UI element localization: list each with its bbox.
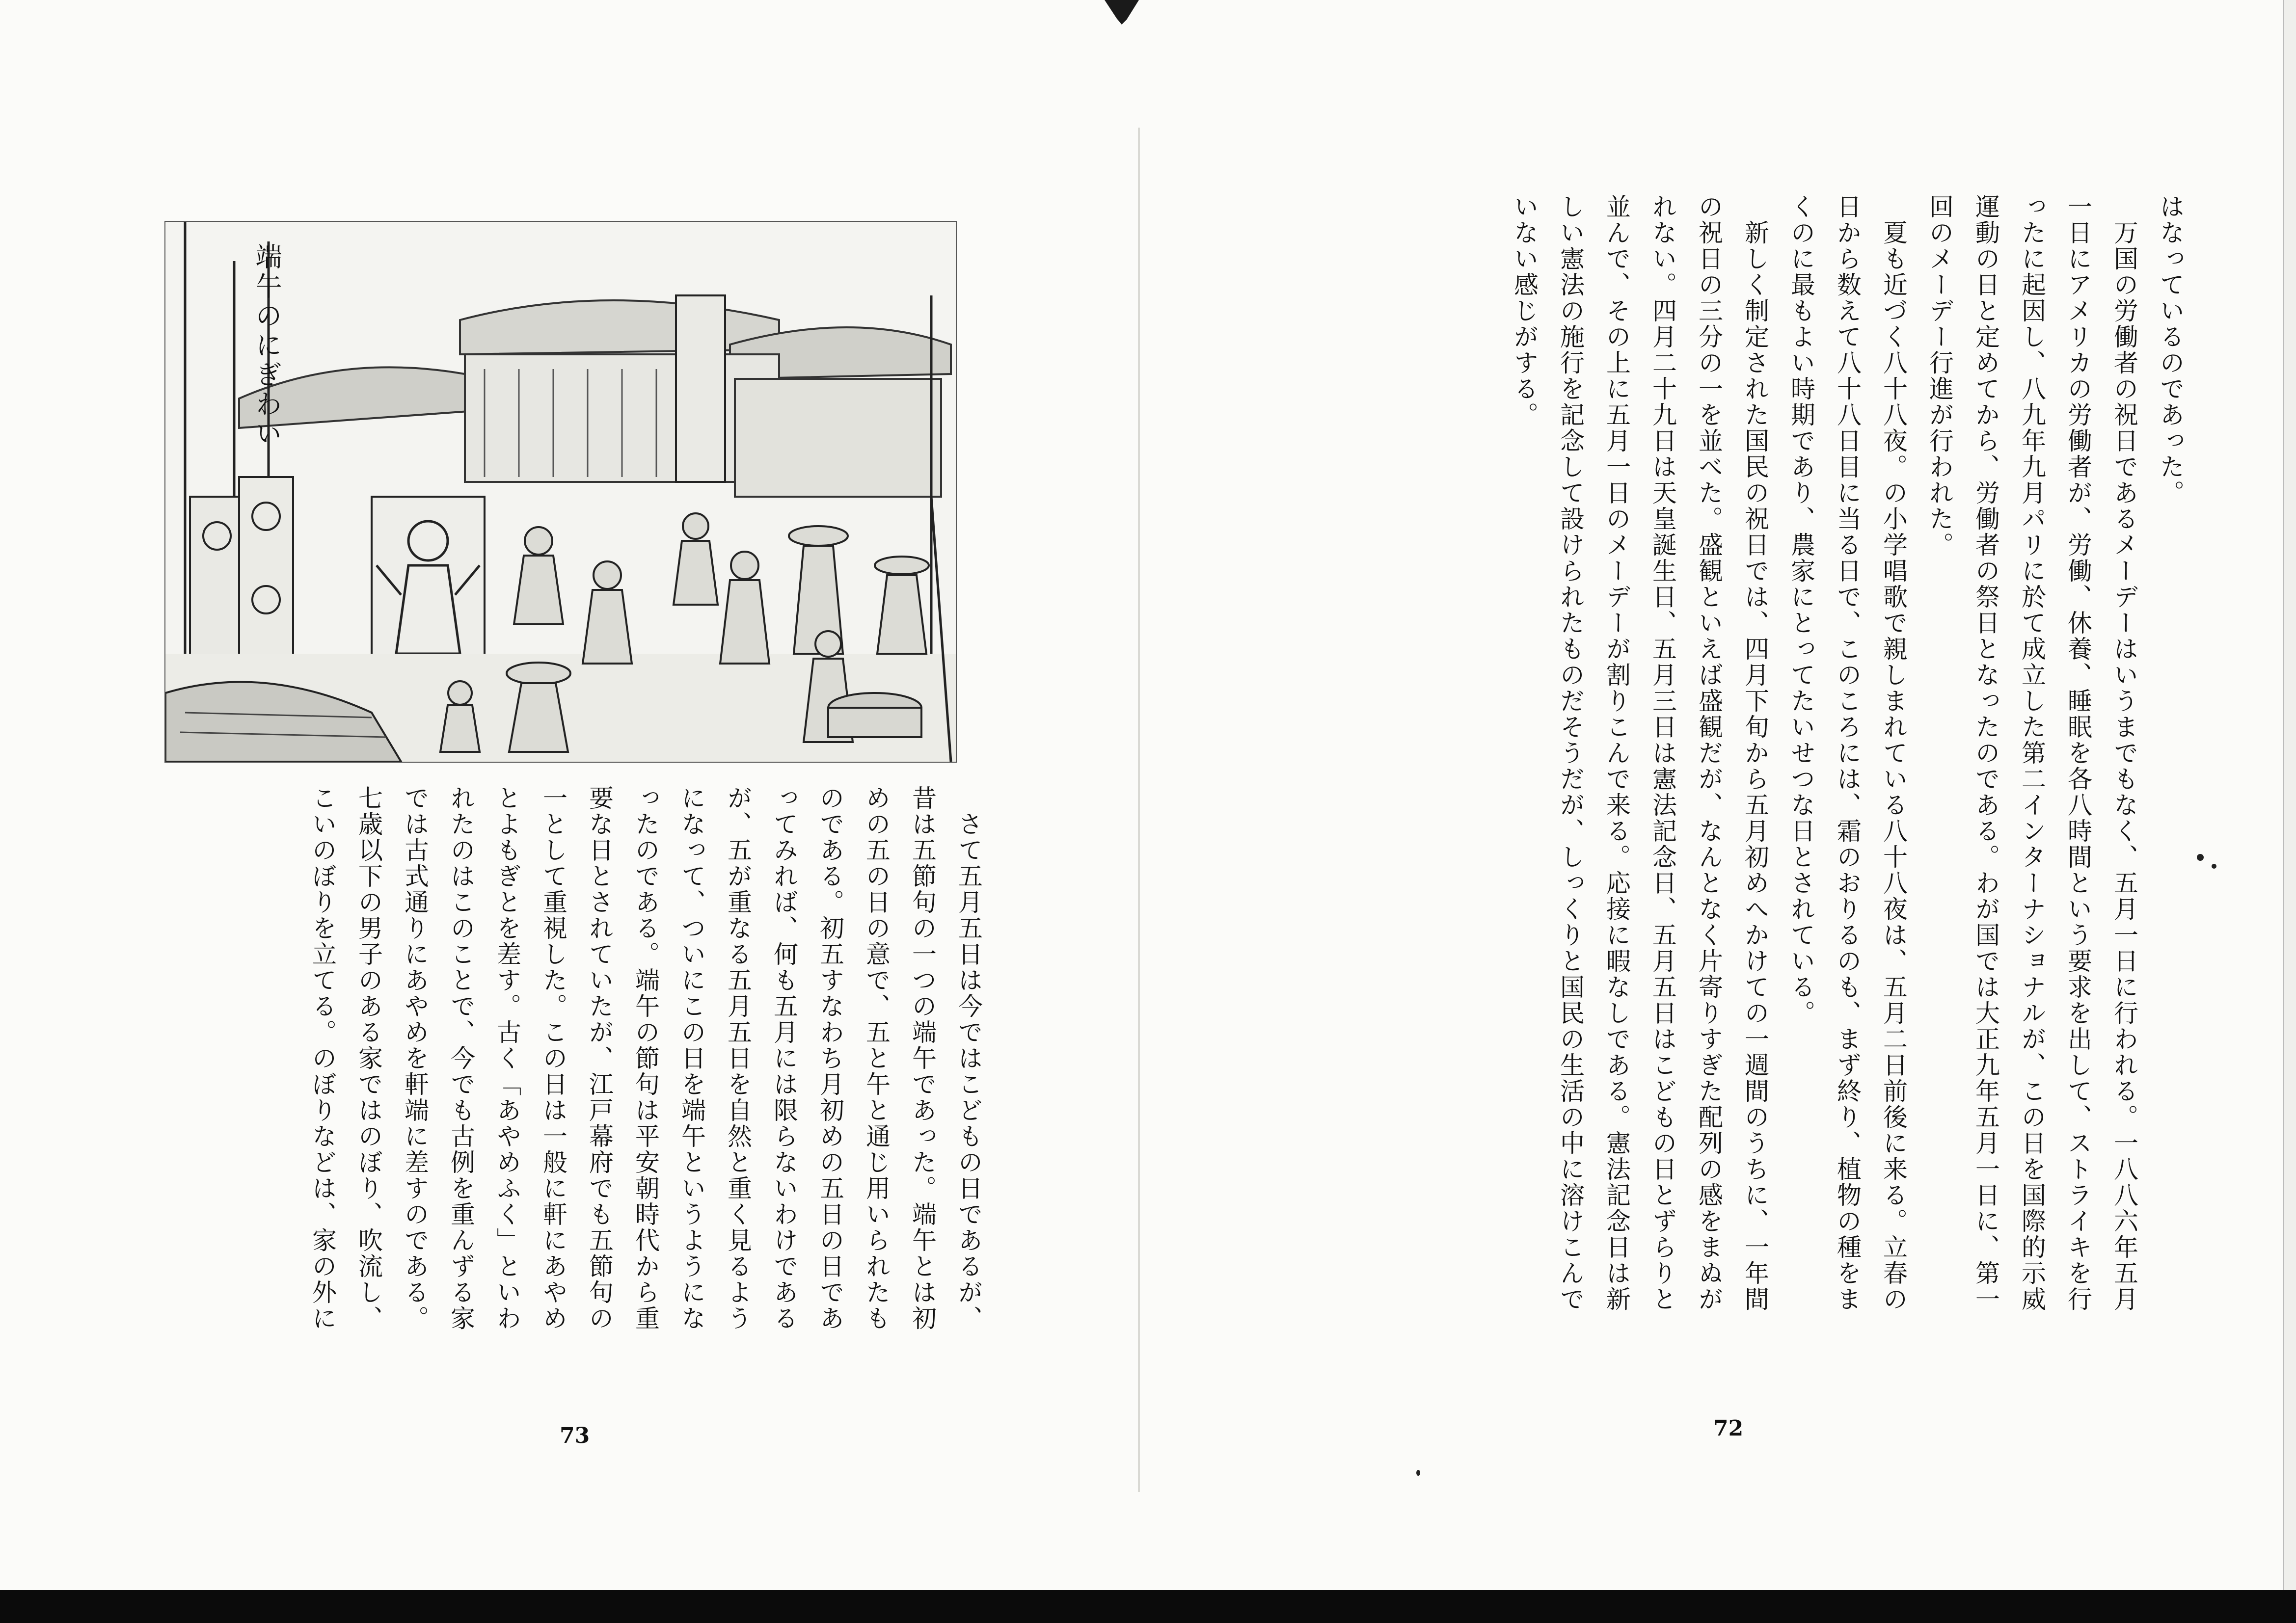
scan-speck <box>2197 854 2204 861</box>
paragraph-line: 回のメーデー行進が行われた。 <box>1925 194 1954 558</box>
paragraph-line: ったに起因し、八九年九月パリに於て成立した第二インターナショナルが、この日を国際的示威 <box>2018 194 2046 1312</box>
paragraph-line: さて五月五日は今ではこどもの日であるが、 <box>954 785 983 1331</box>
page-72-body <box>1310 194 2193 1431</box>
paragraph-line: れない。四月二十九日は天皇誕生日、五月三日は憲法記念日、五月五日はこどもの日とずらりと <box>1648 194 1677 1312</box>
paragraph-line: 七歳以下の男子のある家ではのぼり、吹流し、 <box>354 785 383 1331</box>
paragraph-line: ったのである。端午の節句は平安朝時代から重 <box>631 785 660 1331</box>
page-edge <box>2283 0 2296 1590</box>
paragraph-line: のである。初五すなわち月初めの五日の日であ <box>816 785 844 1331</box>
paragraph-line: の祝日の三分の一を並べた。盛観といえば盛観だが、なんとなく片寄りすぎた配列の感をまぬが <box>1695 194 1723 1312</box>
paragraph-line: くのに最もよい時期であり、農家にとってたいせつな日とされている。 <box>1787 194 1815 1026</box>
paragraph-line: 昔は五節句の一つの端午であった。端午とは初 <box>908 785 937 1331</box>
paragraph-line: 一日にアメリカの労働者が、労働、休養、睡眠を各八時間という要求を出して、ストライキを行 <box>2064 194 2092 1312</box>
paragraph-line: 夏も近づく八十八夜。の小学唱歌で親しまれている八十八夜は、五月二日前後に来る。立春の <box>1879 194 1908 1312</box>
page-73-body <box>162 785 992 1443</box>
paragraph-line: 一として重視した。この日は一般に軒にあやめ <box>539 785 567 1331</box>
paragraph-line: れたのはこのことで、今でも古例を重んずる家 <box>447 785 475 1331</box>
page-gutter <box>1138 128 1140 1492</box>
paragraph-line: 並んで、その上に五月一日のメーデーが割りこんで来る。応接に暇なしである。憲法記念日は新 <box>1602 194 1631 1312</box>
illustration-caption: 端午のにぎわい <box>251 243 282 449</box>
paragraph-line: はなっているのであった。 <box>2156 194 2185 506</box>
page-number: 72 <box>1713 1416 1744 1441</box>
paragraph-line: とよもぎとを差す。古く「あやめふく」といわ <box>493 785 521 1331</box>
paragraph-line: しい憲法の施行を記念して設けられたものだそうだが、しっくりと国民の生活の中に溶けこんで <box>1556 194 1585 1312</box>
paragraph-line: 日から数えて八十八日目に当る日で、このころには、霜のおりるのも、まず終り、植物の種をま <box>1833 194 1862 1312</box>
scan-speck <box>2212 864 2216 869</box>
paragraph-line: こいのぼりを立てる。のぼりなどは、家の外に <box>308 785 337 1331</box>
page-72 <box>1140 0 2283 1590</box>
paragraph-line: 新しく制定された国民の祝日では、四月下旬から五月初めへかけての一週間のうちに、一年間 <box>1741 194 1769 1312</box>
paragraph-line: では古式通りにあやめを軒端に差すのである。 <box>401 785 429 1331</box>
paragraph-line: いない感じがする。 <box>1510 194 1539 428</box>
paragraph-line: ってみれば、何も五月には限らないわけである <box>770 785 798 1331</box>
paragraph-line: 要な日とされていたが、江戸幕府でも五節句の <box>585 785 614 1331</box>
paragraph-line: 運動の日と定めてから、労働者の祭日となったのである。わが国では大正九年五月一日に、第一 <box>1972 194 2000 1312</box>
scan-speck <box>1416 1470 1420 1476</box>
paragraph-line: 万国の労働者の祝日であるメーデーはいうまでもなく、五月一日に行われる。一八八六年五月 <box>2110 194 2138 1312</box>
page-73 <box>0 0 1138 1590</box>
paragraph-line: になって、ついにこの日を端午というようにな <box>677 785 706 1331</box>
scan-border <box>0 1590 2296 1623</box>
paragraph-line: が、五が重なる五月五日を自然と重く見るよう <box>724 785 752 1331</box>
page-number: 73 <box>560 1423 590 1448</box>
paragraph-line: めの五の日の意で、五と午と通じ用いられたも <box>862 785 891 1331</box>
